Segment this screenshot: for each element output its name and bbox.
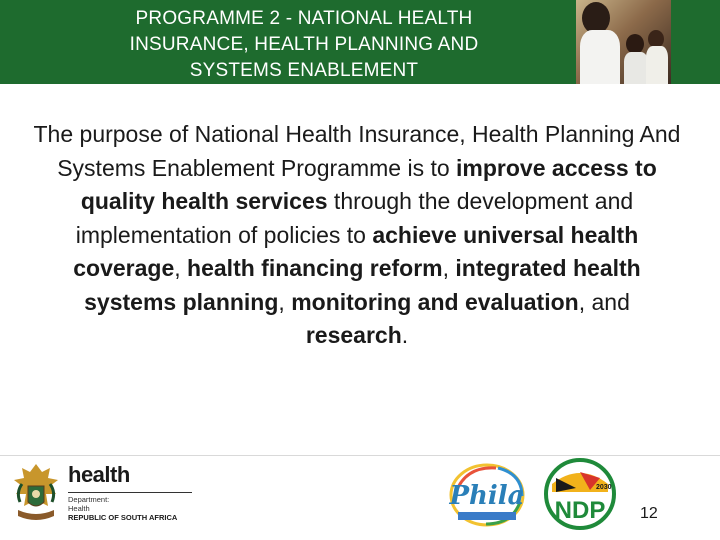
dept-logo-line-2: Health (68, 504, 90, 513)
dept-logo-line-1: Department: (68, 495, 110, 504)
body-text-run: , (174, 255, 188, 281)
emphasis-phrase: achieve universal health coverage (73, 221, 639, 281)
title-banner (0, 0, 720, 84)
slide-title (60, 6, 548, 84)
slide-title-line-3: SYSTEMS ENABLEMENT (189, 60, 419, 81)
slide-number: 12 (640, 505, 658, 522)
body-text-run: , (442, 255, 456, 281)
phila-logo-text: Phila (449, 481, 525, 511)
body-text-run: , (278, 288, 292, 315)
body-text-run: through the development and implementation of policies to (75, 188, 634, 248)
ndp-year: 2030 (596, 484, 612, 491)
body-text-run: . (401, 322, 409, 348)
ndp-text: NDP (554, 497, 606, 524)
footer-divider (0, 455, 720, 456)
dept-logo-line-3: REPUBLIC OF SOUTH AFRICA (68, 513, 178, 522)
dept-logo-name: health (68, 462, 130, 487)
purpose-statement (30, 118, 684, 353)
ndp-2030-logo (540, 458, 620, 530)
coat-of-arms-icon (10, 462, 62, 526)
body-text-run: , and (578, 288, 630, 315)
emphasis-phrase: monitoring and evaluation (291, 288, 579, 315)
children-health-photo (576, 0, 671, 84)
phila-logo (446, 462, 528, 528)
emphasis-phrase: research (305, 322, 402, 348)
emphasis-phrase: health financing reform (187, 255, 443, 281)
emphasis-phrase: improve access to quality health services (80, 154, 657, 214)
slide-title-line-1: PROGRAMME 2 - NATIONAL HEALTH (135, 8, 473, 29)
slide-title-line-2: INSURANCE, HEALTH PLANNING AND (129, 34, 479, 55)
department-of-health-logo (68, 462, 198, 528)
emphasis-phrase: integrated health systems planning (84, 255, 641, 315)
dept-logo-rule (68, 492, 192, 493)
body-text-run: The purpose of National Health Insurance, Health Planning And Systems Enablement Programme is to (33, 121, 681, 181)
